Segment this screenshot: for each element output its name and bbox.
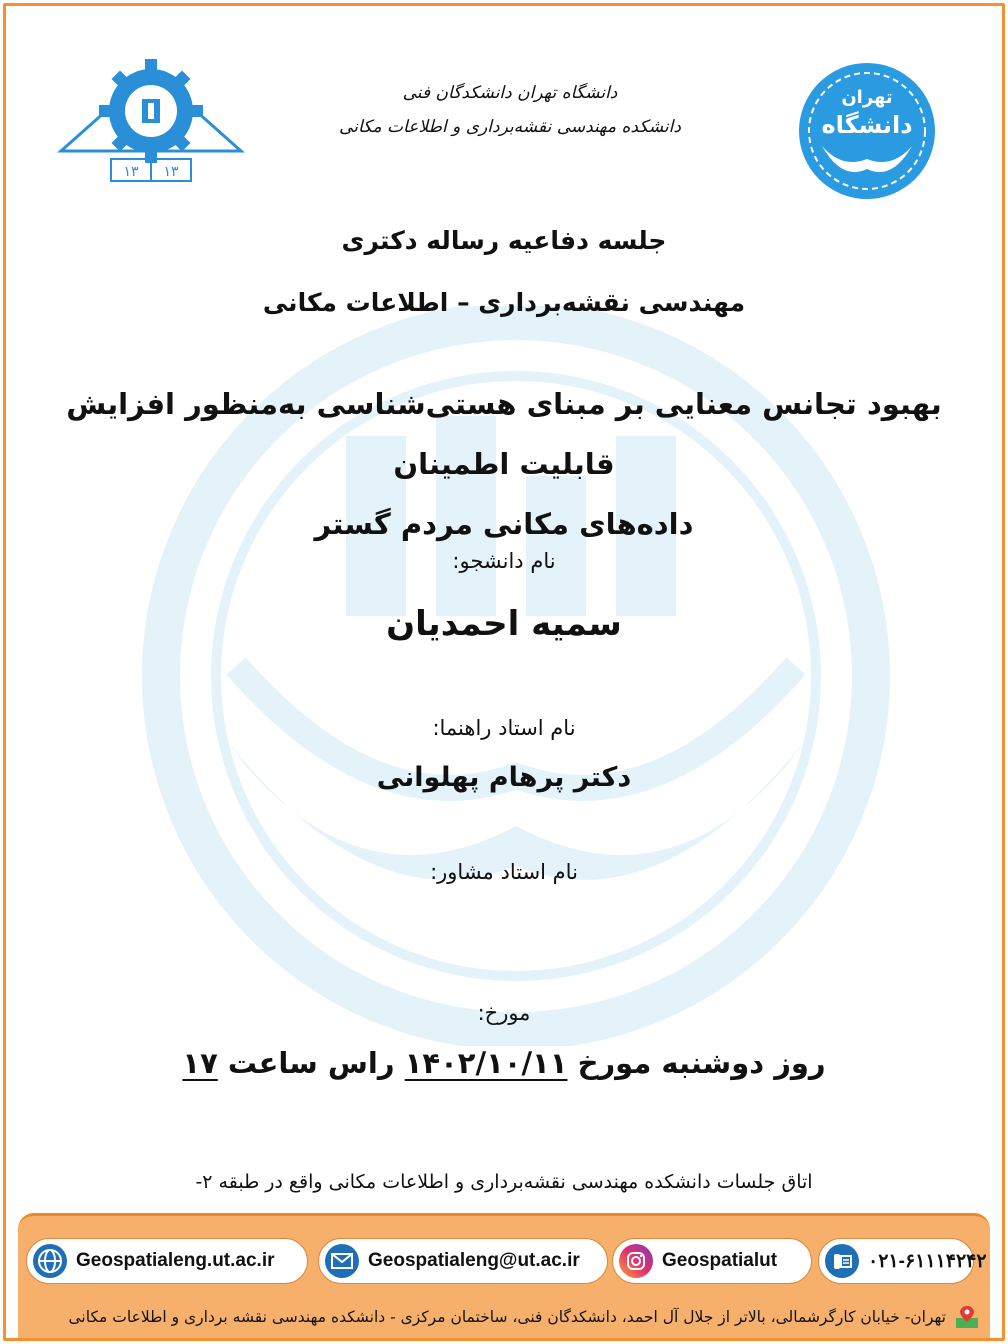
date-prefix: روز دوشنبه مورخ [577,1046,826,1080]
time-prefix: راس ساعت [227,1046,395,1080]
student-name: سمیه احمدیان [386,604,622,644]
phone-link[interactable] [818,1238,987,1284]
header-line-1: دانشگاه تهران دانشکدگان فنی [402,83,618,103]
phone-text: ۰۲۱-۶۱۱۱۴۲۴۲ [868,1250,987,1272]
date-line [6,1046,1002,1080]
instagram-text: Geospatialut [662,1250,778,1271]
poster-frame [3,3,1005,1341]
email-link[interactable] [318,1238,608,1284]
advisor-label: نام استاد مشاور: [430,860,578,884]
phone-icon [824,1243,860,1279]
instagram-link[interactable] [612,1238,812,1284]
time-value: ۱۷ [182,1046,218,1080]
globe-icon [32,1243,68,1279]
map-pin-icon [954,1304,980,1330]
student-label: نام دانشجو: [452,549,556,573]
supervisor-name: دکتر پرهام پهلوانی [376,762,632,793]
thesis-title-line-2: داده‌های مکانی مردم گستر [314,507,694,541]
university-logo-main-text: دانشگاه [821,111,913,139]
email-icon [324,1243,360,1279]
session-title: جلسه دفاعیه رساله دکتری [341,226,667,255]
date-label: مورخ: [477,1001,531,1025]
date-value: ۱۴۰۲/۱۰/۱۱ [404,1046,568,1080]
thesis-title-line-1: بهبود تجانس معنایی بر مبنای هستی‌شناسی به‌منظور افزایش قابلیت اطمینان [66,387,942,481]
instagram-icon [618,1243,654,1279]
college-logo-digits-left: ۱۳ [123,164,139,180]
website-link[interactable] [26,1238,308,1284]
university-logo [792,61,942,201]
department-title: مهندسی نقشه‌برداری – اطلاعات مکانی [262,288,746,317]
university-logo-top-text: تهران [841,87,893,108]
header-text [306,76,714,144]
supervisor-label: نام استاد راهنما: [432,716,576,740]
address-text: تهران- خیابان کارگرشمالی، بالاتر از جلال آل احمد، دانشکدگان فنی، ساختمان مرکزی - دانشکده مهندسی نقشه برداری و اطلاعات مکانی [68,1308,946,1326]
header-line-2: دانشکده مهندسی نقشه‌برداری و اطلاعات مکانی [339,117,681,137]
college-logo [56,51,246,186]
website-text: Geospatialeng.ut.ac.ir [76,1250,275,1271]
address-line [30,1304,980,1330]
thesis-title [46,374,962,554]
college-logo-digits-right: ۱۳ [163,164,179,180]
email-text: Geospatialeng@ut.ac.ir [368,1250,580,1271]
contact-footer [18,1213,990,1338]
location-text: اتاق جلسات دانشکده مهندسی نقشه‌برداری و اطلاعات مکانی واقع در طبقه ۲- [195,1171,813,1193]
